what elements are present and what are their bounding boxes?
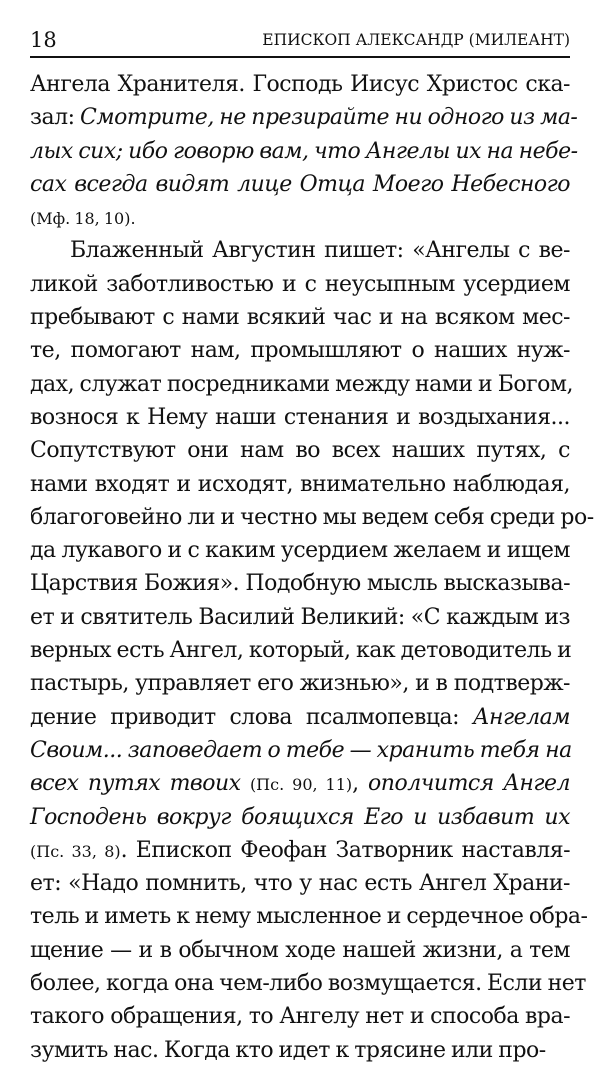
text-segment: ,: [352, 771, 369, 797]
text-line: [30, 234, 570, 267]
text-line: [30, 135, 578, 168]
text-line: [30, 1000, 570, 1033]
text-line: [30, 734, 570, 767]
text-line: [30, 867, 570, 900]
reference-segment: (Пс. 33, 8): [30, 841, 121, 861]
text-line: [30, 168, 570, 201]
text-segment: Блаженный Августин пишет: «Ангелы с ве-: [70, 238, 570, 264]
text-segment: те, помогают нам, промышляют о наших нуж-: [30, 338, 570, 364]
text-line: [30, 268, 570, 301]
text-segment: ликой заботливостью и с неусыпным усердием: [30, 271, 570, 297]
quote-segment: Смотрите, не презирайте ни одного из ма-: [80, 105, 578, 131]
reference-segment: (Пс. 90, 11): [249, 775, 353, 795]
text-line: [30, 334, 570, 367]
text-segment: пастырь, управляет его жизнью», и в подтверж-: [30, 671, 570, 697]
text-segment: Ангела Хранителя. Господь Иисус Христос ска-: [30, 72, 570, 97]
text-line: [30, 801, 570, 834]
text-line: [30, 701, 570, 734]
text-line: [30, 434, 570, 467]
text-segment: зал:: [30, 105, 80, 131]
text-segment: дение приводит слова псалмопевца:: [30, 704, 473, 730]
text-segment: . Епископ Феофан Затворник наставля-: [120, 837, 571, 863]
page-header: [30, 28, 570, 52]
text-segment: ет: «Надо помнить, что у нас есть Ангел Храни-: [30, 871, 570, 897]
text-segment: благоговейно ли и честно мы ведем себя среди ро-: [30, 504, 594, 530]
quote-segment: ополчится Ангел: [368, 771, 570, 797]
running-title: ЕПИСКОП АЛЕКСАНДР (МИЛЕАНТ): [262, 31, 570, 49]
text-line: [30, 900, 588, 933]
text-segment: более, когда она чем-либо возмущается. Если нет: [30, 971, 586, 997]
text-line: [30, 934, 570, 967]
quote-segment: Господень вокруг боящихся Его и избавит их: [30, 804, 570, 830]
header-rule: [30, 56, 570, 58]
text-line: [30, 601, 570, 634]
text-line: [30, 634, 570, 667]
text-line: [30, 534, 570, 567]
text-segment: ет и святитель Василий Великий: «С каждым из: [30, 604, 570, 630]
quote-segment: сах всегда видят лице Отца Моего Небесного: [30, 171, 570, 197]
text-line: [30, 767, 570, 800]
text-segment: зумить нас. Когда кто идет к трясине или про-: [30, 1037, 546, 1063]
quote-segment: всех путях твоих: [30, 771, 250, 797]
text-segment: верных есть Ангел, который, как детоводитель и: [30, 638, 572, 664]
text-segment: вознося к Нему наши стенания и воздыхания...: [30, 404, 570, 430]
quote-segment: Ангелам: [472, 704, 570, 730]
body-text: [30, 68, 594, 1067]
quote-segment: Своим... заповедает о тебе — хранить тебя на: [30, 737, 572, 763]
text-line: [30, 201, 570, 234]
text-segment: дах, служат посредниками между нами и Богом,: [30, 371, 574, 397]
text-segment: такого обращения, то Ангелу нет и способа вра-: [30, 1004, 570, 1030]
text-line: [30, 101, 578, 134]
page-number: 18: [30, 28, 57, 52]
text-line: [30, 68, 570, 101]
text-line: [30, 468, 570, 501]
text-line: [30, 401, 570, 434]
text-line: [30, 567, 570, 600]
text-segment: да лукавого и с каким усердием желаем и ищем: [30, 538, 570, 564]
text-segment: тель и иметь к нему мысленное и сердечное обра-: [30, 904, 588, 930]
text-segment: щение — и в обычном ходе нашей жизни, а тем: [30, 937, 570, 963]
text-segment: Царствия Божия». Подобную мысль высказыва-: [30, 571, 570, 597]
text-segment: пребывают с нами всякий час и на всяком мес-: [30, 305, 570, 331]
text-line: [30, 368, 574, 401]
text-line: [30, 834, 570, 867]
text-segment: нами входят и исходят, внимательно наблюдая,: [30, 471, 570, 497]
text-line: [30, 967, 586, 1000]
quote-segment: лых сих; ибо говорю вам, что Ангелы их на небе-: [30, 138, 578, 164]
text-line: [30, 301, 570, 334]
text-line: [30, 667, 570, 700]
text-line: [30, 1034, 570, 1067]
text-segment: Сопутствуют они нам во всех наших путях, с: [30, 438, 570, 464]
reference-segment: (Мф. 18, 10).: [30, 209, 136, 229]
text-line: [30, 501, 594, 534]
